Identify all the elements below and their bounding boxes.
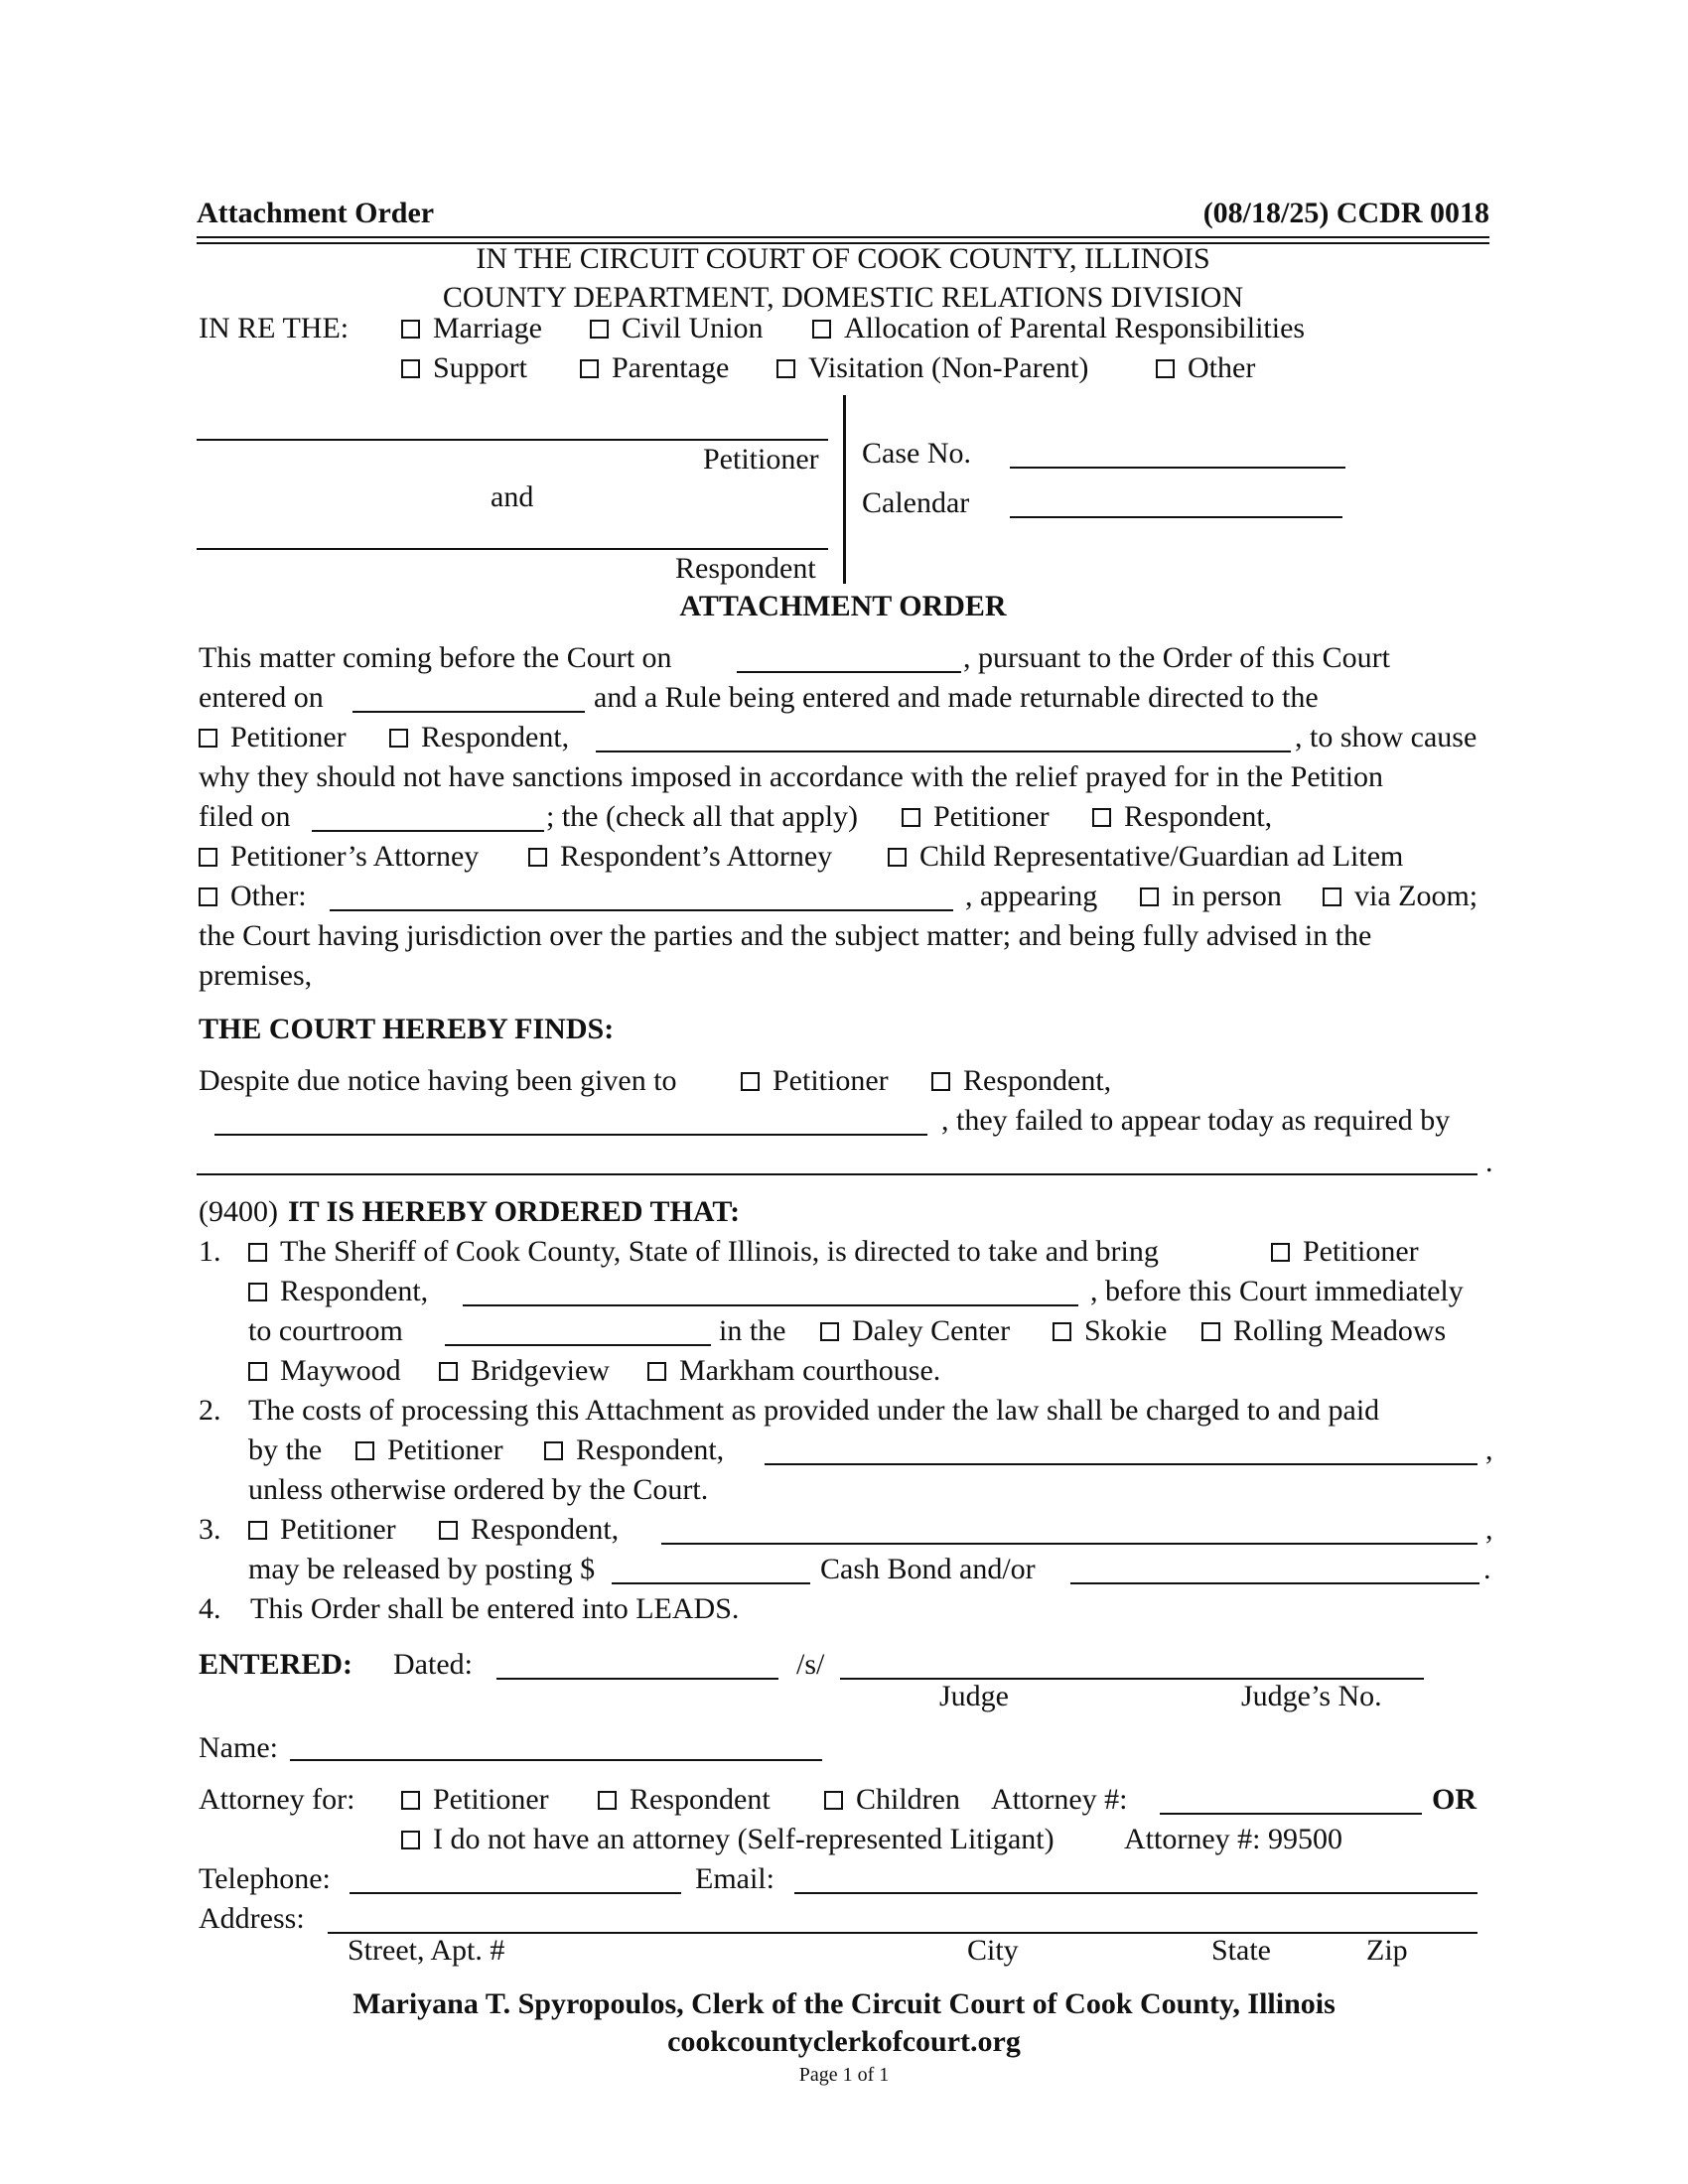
skokie-option[interactable]: Skokie	[1053, 1316, 1167, 1346]
checkbox[interactable]	[1323, 887, 1341, 906]
order-title: ATTACHMENT ORDER	[679, 590, 1007, 622]
checkbox[interactable]	[824, 1791, 843, 1810]
checkbox[interactable]	[931, 1072, 950, 1091]
caption-divider	[843, 395, 846, 584]
intro-line1-tail: , pursuant to the Order of this Court	[963, 641, 1390, 674]
intro-line5-text: filed on	[199, 800, 291, 833]
intro-line3-tail: , to show cause	[1295, 721, 1477, 753]
dated-field[interactable]	[496, 1678, 778, 1680]
findings-heading: THE COURT HEREBY FINDS:	[199, 1013, 615, 1045]
checkbox[interactable]	[812, 320, 831, 339]
self-represented-option[interactable]: I do not have an attorney (Self-represented Litigant)	[401, 1825, 1055, 1854]
bring-petitioner-option[interactable]: Petitioner	[1271, 1237, 1419, 1267]
attorney-number-label: Attorney #:	[991, 1783, 1128, 1816]
in-re-parentage[interactable]: Parentage	[580, 353, 729, 383]
bridgeview-option[interactable]: Bridgeview	[439, 1356, 610, 1386]
in-re-allocation[interactable]: Allocation of Parental Responsibilities	[812, 314, 1305, 343]
findings-petitioner-option[interactable]: Petitioner	[741, 1066, 889, 1096]
checkbox[interactable]	[1271, 1243, 1290, 1262]
item2-text: The costs of processing this Attachment as provided under the law shall be charged to and paid	[248, 1394, 1380, 1427]
checkbox[interactable]	[401, 1791, 420, 1810]
court-division: COUNTY DEPARTMENT, DOMESTIC RELATIONS DIVISION	[442, 281, 1244, 314]
city-sublabel: City	[967, 1934, 1019, 1967]
checkbox[interactable]	[580, 359, 599, 378]
judge-label: Judge	[939, 1680, 1009, 1712]
telephone-field[interactable]	[350, 1892, 681, 1894]
markham-option[interactable]: Markham courthouse.	[647, 1356, 940, 1386]
in-re-other[interactable]: Other	[1156, 353, 1255, 383]
checkbox[interactable]	[1156, 359, 1175, 378]
checkbox[interactable]	[1140, 887, 1159, 906]
item1-courtroom-label: to courtroom	[248, 1314, 403, 1347]
checkbox[interactable]	[544, 1441, 563, 1460]
checkbox[interactable]	[248, 1243, 267, 1262]
email-label: Email:	[695, 1862, 774, 1895]
checkbox[interactable]	[888, 848, 907, 867]
page-number: Page 1 of 1	[798, 2064, 890, 2086]
appearance-petitioner-attorney-option[interactable]: Petitioner’s Attorney	[199, 842, 479, 872]
checkbox[interactable]	[199, 887, 217, 906]
item1-number: 1.	[199, 1235, 221, 1268]
petition-filed-date-field[interactable]	[312, 830, 544, 832]
checkbox[interactable]	[401, 320, 420, 339]
release-petitioner-option[interactable]: Petitioner	[248, 1515, 396, 1545]
costs-party-name-field[interactable]	[765, 1463, 1477, 1465]
maywood-option[interactable]: Maywood	[248, 1356, 401, 1386]
or-label: OR	[1432, 1783, 1477, 1816]
sheriff-directive-option[interactable]: The Sheriff of Cook County, State of Illinois, is directed to take and bring	[248, 1237, 1159, 1267]
checkbox[interactable]	[741, 1072, 760, 1091]
checkbox[interactable]	[401, 359, 420, 378]
bring-respondent-option[interactable]: Respondent,	[248, 1277, 428, 1306]
order-entered-date-field[interactable]	[352, 711, 585, 713]
in-re-label: IN RE THE:	[199, 312, 350, 344]
appearance-other-field[interactable]	[330, 909, 953, 911]
checkbox[interactable]	[528, 848, 547, 867]
checkbox[interactable]	[401, 1831, 420, 1849]
checkbox[interactable]	[248, 1521, 267, 1540]
item3-number: 3.	[199, 1513, 221, 1546]
respondent-name-line[interactable]	[197, 548, 828, 550]
telephone-label: Telephone:	[199, 1862, 331, 1895]
in-re-visitation[interactable]: Visitation (Non-Parent)	[776, 353, 1088, 383]
costs-respondent-option[interactable]: Respondent,	[544, 1435, 724, 1465]
checkbox[interactable]	[776, 359, 795, 378]
intro-line4: why they should not have sanctions imposed in accordance with the relief prayed for in the Petition	[199, 760, 1384, 793]
self-represented-number: Attorney #: 99500	[1124, 1823, 1342, 1855]
findings-line2: , they failed to appear today as required by	[941, 1104, 1451, 1137]
courtroom-field[interactable]	[445, 1344, 711, 1346]
checkbox[interactable]	[355, 1441, 374, 1460]
signature-mark: /s/	[796, 1648, 825, 1681]
calendar-label: Calendar	[862, 486, 970, 519]
appearance-respondent-option[interactable]: Respondent,	[1092, 802, 1272, 832]
case-no-field[interactable]	[1010, 467, 1345, 469]
zip-sublabel: Zip	[1366, 1934, 1408, 1967]
item4-text: This Order shall be entered into LEADS.	[250, 1592, 740, 1625]
checkbox[interactable]	[590, 320, 609, 339]
petitioner-label: Petitioner	[703, 443, 819, 476]
costs-petitioner-option[interactable]: Petitioner	[355, 1435, 503, 1465]
street-sublabel: Street, Apt. #	[348, 1934, 505, 1967]
release-respondent-option[interactable]: Respondent,	[439, 1515, 619, 1545]
item2-number: 2.	[199, 1394, 221, 1427]
intro-line8: the Court having jurisdiction over the parties and the subject matter; and being fully advised in the	[199, 919, 1372, 952]
appearance-child-rep-option[interactable]: Child Representative/Guardian ad Litem	[888, 842, 1403, 872]
checkbox[interactable]	[389, 729, 408, 748]
checkbox[interactable]	[439, 1521, 458, 1540]
attorney-for-label: Attorney for:	[199, 1783, 355, 1816]
header-rule-top	[197, 236, 1489, 238]
attorney-number-field[interactable]	[1160, 1813, 1422, 1815]
rule-petitioner-option[interactable]: Petitioner	[199, 723, 347, 752]
rule-party-name-field[interactable]	[596, 751, 1291, 752]
in-person-option[interactable]: in person	[1140, 882, 1282, 911]
intro-line2-text: entered on	[199, 681, 324, 714]
address-label: Address:	[199, 1902, 305, 1935]
item2-unless: unless otherwise ordered by the Court.	[248, 1473, 709, 1506]
intro-line9: premises,	[199, 959, 313, 992]
in-re-civil-union[interactable]: Civil Union	[590, 314, 764, 343]
checkbox[interactable]	[199, 729, 217, 748]
name-label: Name:	[199, 1731, 278, 1764]
item2-comma: ,	[1485, 1433, 1493, 1466]
attorney-for-petitioner-option[interactable]: Petitioner	[401, 1785, 549, 1815]
respondent-label: Respondent	[675, 552, 816, 585]
entered-label: ENTERED:	[199, 1648, 353, 1681]
case-no-label: Case No.	[862, 437, 971, 470]
rolling-meadows-option[interactable]: Rolling Meadows	[1201, 1316, 1446, 1346]
appearance-other-option[interactable]: Other:	[199, 882, 307, 911]
intro-line1-text: This matter coming before the Court on	[199, 641, 672, 674]
intro-line5-tail: ; the (check all that apply)	[546, 800, 859, 833]
bring-party-name-field[interactable]	[463, 1304, 1078, 1306]
findings-period: .	[1485, 1146, 1493, 1178]
cash-bond-amount-field[interactable]	[612, 1582, 810, 1584]
findings-respondent-option[interactable]: Respondent,	[931, 1066, 1111, 1096]
checkbox[interactable]	[1092, 808, 1111, 827]
petitioner-name-line[interactable]	[197, 439, 828, 441]
bond-alternative-field[interactable]	[1070, 1582, 1479, 1584]
item4-number: 4.	[199, 1592, 221, 1625]
attorney-for-respondent-option[interactable]: Respondent	[598, 1785, 771, 1815]
judge-number-label: Judge’s No.	[1241, 1680, 1382, 1712]
intro-line2-tail: and a Rule being entered and made returnable directed to the	[594, 681, 1319, 714]
court-name: IN THE CIRCUIT COURT OF COOK COUNTY, ILLINOIS	[476, 242, 1210, 275]
findings-required-by-field[interactable]	[197, 1173, 1477, 1175]
appearance-petitioner-option[interactable]: Petitioner	[902, 802, 1050, 832]
checkbox[interactable]	[902, 808, 920, 827]
via-zoom-option[interactable]: via Zoom;	[1323, 882, 1477, 911]
checkbox[interactable]	[248, 1283, 267, 1301]
email-field[interactable]	[794, 1892, 1477, 1894]
form-code: (08/18/25) CCDR 0018	[1202, 197, 1489, 229]
checkbox[interactable]	[248, 1362, 267, 1381]
findings-line1: Despite due notice having been given to	[199, 1064, 677, 1097]
daley-center-option[interactable]: Daley Center	[820, 1316, 1010, 1346]
checkbox[interactable]	[647, 1362, 666, 1381]
findings-party-field[interactable]	[214, 1134, 927, 1136]
checkbox[interactable]	[820, 1322, 839, 1341]
order-code: (9400)	[199, 1195, 278, 1228]
appearing-label: , appearing	[965, 880, 1098, 912]
clerk-name: Mariyana T. Spyropoulos, Clerk of the Circuit Court of Cook County, Illinois	[352, 1987, 1336, 2020]
checkbox[interactable]	[598, 1791, 617, 1810]
checkbox[interactable]	[1201, 1322, 1220, 1341]
checkbox[interactable]	[199, 848, 217, 867]
item1-in-the: in the	[719, 1314, 786, 1347]
item3-comma: ,	[1485, 1513, 1493, 1546]
release-party-name-field[interactable]	[661, 1543, 1477, 1545]
clerk-website: cookcountyclerkofcourt.org	[667, 2025, 1021, 2058]
appearance-respondent-attorney-option[interactable]: Respondent’s Attorney	[528, 842, 832, 872]
calendar-field[interactable]	[1010, 516, 1342, 518]
checkbox[interactable]	[1053, 1322, 1071, 1341]
caption-and: and	[491, 480, 534, 513]
ordered-heading: IT IS HEREBY ORDERED THAT:	[288, 1195, 741, 1228]
state-sublabel: State	[1211, 1934, 1271, 1967]
in-re-support[interactable]: Support	[401, 353, 527, 383]
item2-by-the: by the	[248, 1433, 323, 1466]
item1-before-court: , before this Court immediately	[1090, 1275, 1464, 1307]
item3-posting: may be released by posting $	[248, 1553, 596, 1585]
name-field[interactable]	[290, 1759, 822, 1761]
item3-cash-bond: Cash Bond and/or	[820, 1553, 1036, 1585]
in-re-marriage[interactable]: Marriage	[401, 314, 542, 343]
item3-period: .	[1483, 1553, 1491, 1585]
hearing-date-field[interactable]	[737, 671, 961, 673]
form-title: Attachment Order	[197, 197, 435, 229]
checkbox[interactable]	[439, 1362, 458, 1381]
rule-respondent-option[interactable]: Respondent,	[389, 723, 569, 752]
attorney-for-children-option[interactable]: Children	[824, 1785, 960, 1815]
dated-label: Dated:	[393, 1648, 473, 1681]
